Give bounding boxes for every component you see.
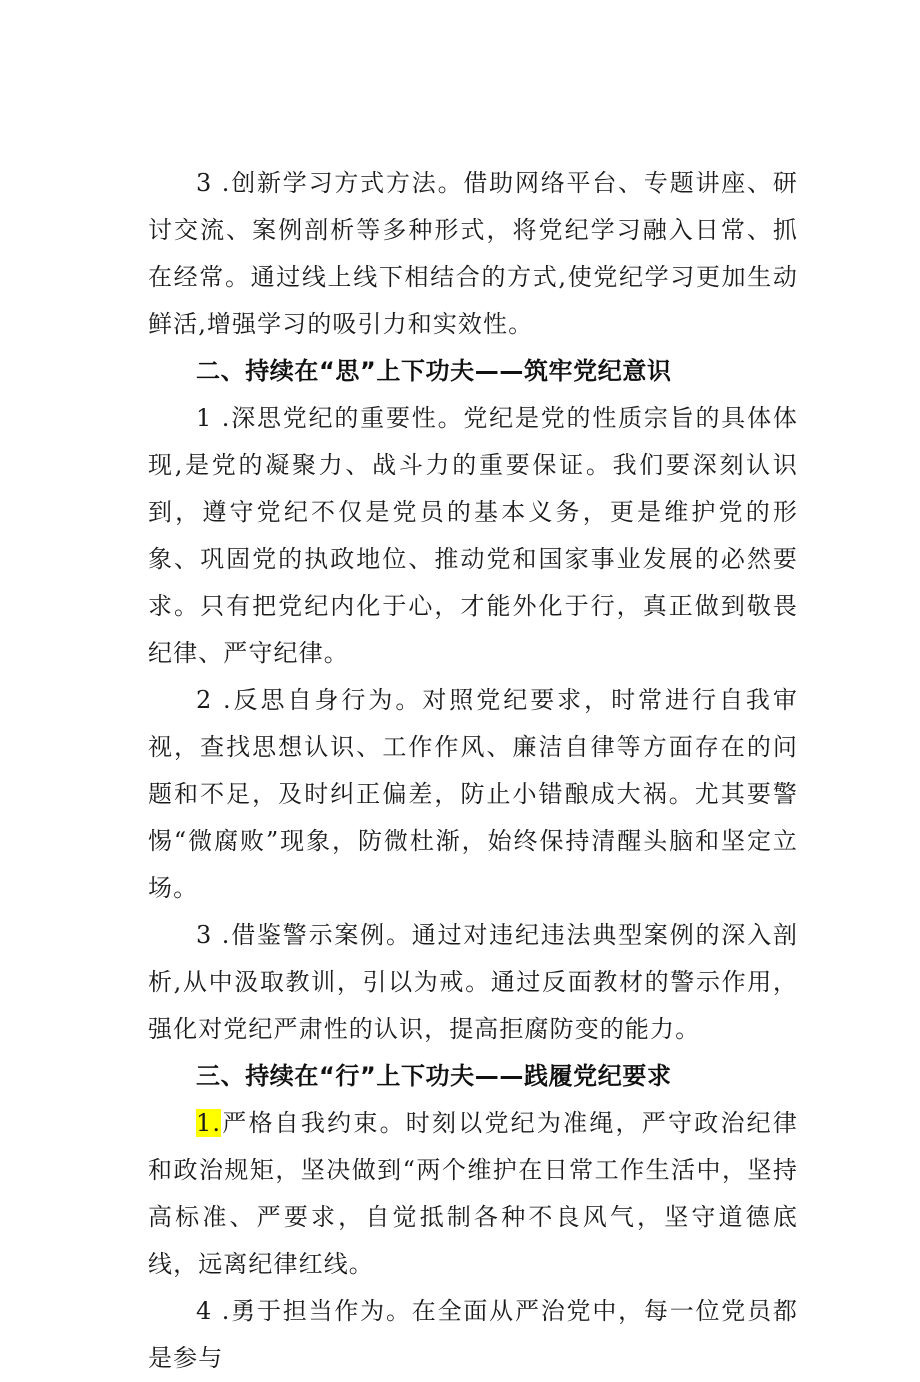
paragraph-self-discipline-text: 严格自我约束。时刻以党纪为准绳，严守政治纪律和政治规矩，坚决做到“两个维护在日常工作生活中，坚持高标准、严要求，自觉抵制各种不良风气，坚守道德底线，远离纪律红线。	[148, 1109, 798, 1278]
section-heading-three: 三、持续在“行”上下功夫——践履党纪要求	[196, 1062, 672, 1090]
paragraph-reflect-importance: 1 .深思党纪的重要性。党纪是党的性质宗旨的具体体现,是党的凝聚力、战斗力的重要保证。我们要深刻认识到，遵守党纪不仅是党员的基本义务，更是维护党的形象、巩固党的执政地位、推动党和国家事业发展的必然要求。只有把党纪内化于心，才能外化于行，真正做到敬畏纪律、严守纪律。	[148, 404, 798, 667]
paragraph-warning-cases: 3 .借鉴警示案例。通过对违纪违法典型案例的深入剖析,从中汲取教训，引以为戒。通过反面教材的警示作用，强化对党纪严肃性的认识，提高拒腐防变的能力。	[148, 921, 798, 1043]
highlighted-number: 1.	[196, 1109, 222, 1137]
paragraph-self-discipline	[148, 1100, 798, 1288]
paragraph-innovate-methods: 3 .创新学习方式方法。借助网络平台、专题讲座、研讨交流、案例剖析等多种形式，将党纪学习融入日常、抓在经常。通过线上线下相结合的方式,使党纪学习更加生动鲜活,增强学习的吸引力和实效性。	[148, 169, 798, 338]
document-body	[148, 160, 798, 1382]
paragraph-take-responsibility: 4 .勇于担当作为。在全面从严治党中，每一位党员都是参与	[148, 1297, 798, 1372]
section-heading-two: 二、持续在“思”上下功夫——筑牢党纪意识	[196, 357, 672, 385]
paragraph-reflect-behavior: 2 .反思自身行为。对照党纪要求，时常进行自我审视，查找思想认识、工作作风、廉洁自律等方面存在的问题和不足，及时纠正偏差，防止小错酿成大祸。尤其要警惕“微腐败”现象，防微杜渐，始终保持清醒头脑和坚定立场。	[148, 686, 798, 902]
